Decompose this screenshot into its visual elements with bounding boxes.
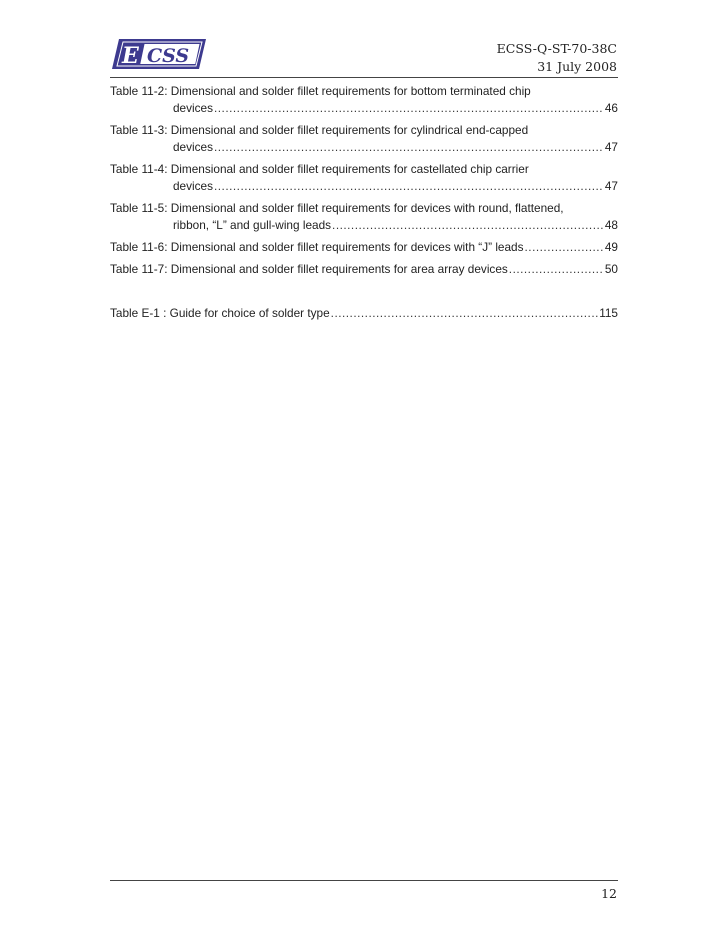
dot-leader — [509, 261, 604, 278]
toc-page-number: 47 — [604, 179, 618, 193]
svg-text:E: E — [122, 43, 139, 69]
table-of-contents — [110, 83, 618, 322]
toc-entry-title: Table E-1 : Guide for choice of solder type — [110, 306, 330, 320]
toc-page-number: 49 — [604, 240, 618, 254]
toc-entry-table-11-5[interactable] — [110, 200, 618, 234]
toc-entry-table-e-1[interactable] — [110, 305, 618, 322]
footer-divider — [110, 880, 618, 881]
toc-page-number: 50 — [604, 262, 618, 276]
dot-leader — [214, 100, 604, 117]
document-date: 31 July 2008 — [537, 59, 617, 74]
toc-page-number: 46 — [604, 101, 618, 115]
dot-leader — [332, 217, 604, 234]
toc-page-number: 47 — [604, 140, 618, 154]
toc-entry-table-11-4[interactable] — [110, 161, 618, 195]
ecss-logo — [111, 37, 207, 71]
dot-leader — [214, 139, 604, 156]
toc-page-number: 48 — [604, 218, 618, 232]
toc-entry-title-continued: devices — [173, 179, 213, 193]
toc-entry-table-11-7[interactable] — [110, 261, 618, 278]
toc-entry-table-11-2[interactable] — [110, 83, 618, 117]
toc-entry-title: Table 11-4: Dimensional and solder fillet requirements for castellated chip carrier — [110, 162, 529, 176]
toc-entry-title: Table 11-3: Dimensional and solder fillet requirements for cylindrical end-capped — [110, 123, 529, 137]
toc-entry-title-continued: ribbon, “L” and gull-wing leads — [173, 218, 332, 232]
dot-leader — [214, 178, 604, 195]
document-identifier — [430, 40, 617, 76]
page-number: 12 — [601, 886, 617, 901]
toc-entry-title: Table 11-2: Dimensional and solder fillet requirements for bottom terminated chip — [110, 84, 531, 98]
header-divider — [110, 77, 618, 78]
toc-entry-title: Table 11-6: Dimensional and solder fillet requirements for devices with “J” leads — [110, 240, 524, 254]
toc-entry-title-continued: devices — [173, 140, 213, 154]
toc-entry-table-11-6[interactable] — [110, 239, 618, 256]
toc-entry-title: Table 11-5: Dimensional and solder fillet requirements for devices with round, flattened, — [110, 201, 564, 215]
toc-entry-table-11-3[interactable] — [110, 122, 618, 156]
svg-text:CSS: CSS — [147, 45, 190, 67]
dot-leader — [525, 239, 604, 256]
toc-page-number: 115 — [599, 306, 618, 320]
toc-entry-title-continued: devices — [173, 101, 213, 115]
dot-leader — [331, 305, 599, 322]
document-number: ECSS-Q-ST-70-38C — [496, 41, 617, 56]
toc-entry-title: Table 11-7: Dimensional and solder fillet requirements for area array devices — [110, 262, 508, 276]
